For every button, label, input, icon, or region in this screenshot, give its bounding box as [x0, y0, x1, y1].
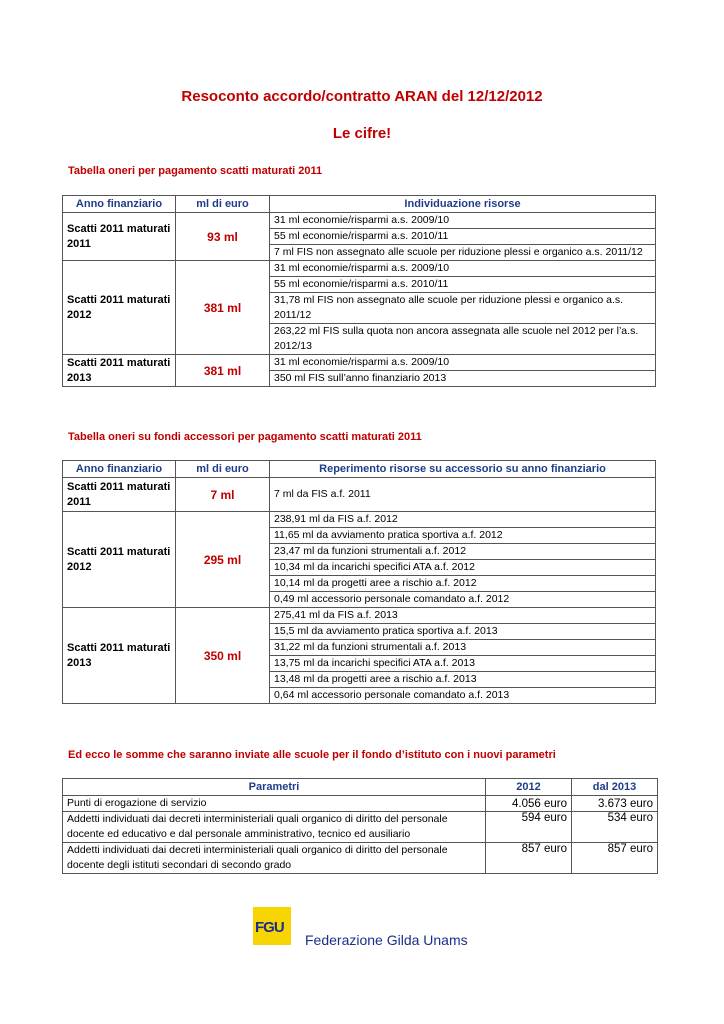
amount-cell: 93 ml: [176, 213, 270, 261]
table-header-row: [63, 779, 658, 796]
table3-title: Ed ecco le somme che saranno inviate alle scuole per il fondo d’istituto con i nuovi parametri: [68, 749, 556, 761]
resource-cell: 0,64 ml accessorio personale comandato a.f. 2013: [270, 688, 656, 704]
resource-cell: 55 ml economie/risparmi a.s. 2010/11: [270, 277, 656, 293]
resource-cell: 13,48 ml da progetti aree a rischio a.f. 2013: [270, 672, 656, 688]
col-header-year: Anno finanziario: [63, 461, 176, 478]
amount-cell: 350 ml: [176, 608, 270, 704]
accessory-funds-table: [62, 460, 656, 704]
page-title: Resoconto accordo/contratto ARAN del 12/12/2012: [181, 88, 543, 105]
resource-cell: 31,22 ml da funzioni strumentali a.f. 2013: [270, 640, 656, 656]
value-2013-cell: 857 euro: [572, 843, 658, 874]
col-header-resources: Individuazione risorse: [270, 196, 656, 213]
logo-text: FGU: [255, 919, 284, 936]
year-cell: Scatti 2011 maturati 2013: [63, 608, 176, 704]
resource-cell: 263,22 ml FIS sulla quota non ancora assegnata alle scuole nel 2012 per l’a.s. 2012/13: [270, 324, 656, 355]
value-2012-cell: 594 euro: [486, 812, 572, 843]
resource-cell: 23,47 ml da funzioni strumentali a.f. 2012: [270, 544, 656, 560]
resource-cell: 55 ml economie/risparmi a.s. 2010/11: [270, 229, 656, 245]
resource-cell: 31 ml economie/risparmi a.s. 2009/10: [270, 213, 656, 229]
col-header-year: Anno finanziario: [63, 196, 176, 213]
col-header-2012: 2012: [486, 779, 572, 796]
table-row: [63, 355, 656, 371]
resource-cell: 31 ml economie/risparmi a.s. 2009/10: [270, 261, 656, 277]
parameter-cell: Punti di erogazione di servizio: [63, 796, 486, 812]
page-subtitle: Le cifre!: [332, 125, 392, 142]
resource-cell: 7 ml da FIS a.f. 2011: [270, 478, 656, 512]
resource-cell: 238,91 ml da FIS a.f. 2012: [270, 512, 656, 528]
table-row: [63, 213, 656, 229]
resource-cell: 0,49 ml accessorio personale comandato a.f. 2012: [270, 592, 656, 608]
value-2013-cell: 534 euro: [572, 812, 658, 843]
table-row: [63, 796, 658, 812]
resource-cell: 7 ml FIS non assegnato alle scuole per riduzione plessi e organico a.s. 2011/12: [270, 245, 656, 261]
col-header-parameters: Parametri: [63, 779, 486, 796]
table-row: [63, 478, 656, 512]
table-row: [63, 608, 656, 624]
year-cell: Scatti 2011 maturati 2011: [63, 478, 176, 512]
parameter-cell: Addetti individuati dai decreti interministeriali quali organico di diritto del personale docente ed educativo e dal personale amministrativo, tecnico ed ausiliario: [63, 812, 486, 843]
value-2012-cell: 4.056 euro: [486, 796, 572, 812]
amount-cell: 7 ml: [176, 478, 270, 512]
resource-cell: 275,41 ml da FIS a.f. 2013: [270, 608, 656, 624]
fgu-logo: [253, 907, 291, 945]
year-cell: Scatti 2011 maturati 2012: [63, 512, 176, 608]
table-row: [63, 512, 656, 528]
year-cell: Scatti 2011 maturati 2013: [63, 355, 176, 387]
table-header-row: [63, 196, 656, 213]
year-cell: Scatti 2011 maturati 2011: [63, 213, 176, 261]
table-header-row: [63, 461, 656, 478]
value-2012-cell: 857 euro: [486, 843, 572, 874]
resources-table: [62, 195, 656, 387]
amount-cell: 381 ml: [176, 355, 270, 387]
amount-cell: 381 ml: [176, 261, 270, 355]
col-header-resources: Reperimento risorse su accessorio su anno finanziario: [270, 461, 656, 478]
resource-cell: 350 ml FIS sull’anno finanziario 2013: [270, 371, 656, 387]
table-row: [63, 843, 658, 874]
resource-cell: 31,78 ml FIS non assegnato alle scuole per riduzione plessi e organico a.s. 2011/12: [270, 293, 656, 324]
year-cell: Scatti 2011 maturati 2012: [63, 261, 176, 355]
brand-name: Federazione Gilda Unams: [305, 932, 468, 948]
resource-cell: 11,65 ml da avviamento pratica sportiva a.f. 2012: [270, 528, 656, 544]
resource-cell: 13,75 ml da incarichi specifici ATA a.f. 2013: [270, 656, 656, 672]
table-row: [63, 812, 658, 843]
col-header-amount: ml di euro: [176, 196, 270, 213]
amount-cell: 295 ml: [176, 512, 270, 608]
table2-title: Tabella oneri su fondi accessori per pagamento scatti maturati 2011: [68, 431, 422, 443]
parameter-cell: Addetti individuati dai decreti interministeriali quali organico di diritto del personale docente degli istituti secondari di secondo grado: [63, 843, 486, 874]
table-row: [63, 261, 656, 277]
resource-cell: 31 ml economie/risparmi a.s. 2009/10: [270, 355, 656, 371]
resource-cell: 15,5 ml da avviamento pratica sportiva a.f. 2013: [270, 624, 656, 640]
parameters-table: [62, 778, 658, 874]
table1-title: Tabella oneri per pagamento scatti maturati 2011: [68, 165, 323, 177]
resource-cell: 10,14 ml da progetti aree a rischio a.f. 2012: [270, 576, 656, 592]
col-header-amount: ml di euro: [176, 461, 270, 478]
value-2013-cell: 3.673 euro: [572, 796, 658, 812]
col-header-2013: dal 2013: [572, 779, 658, 796]
resource-cell: 10,34 ml da incarichi specifici ATA a.f. 2012: [270, 560, 656, 576]
